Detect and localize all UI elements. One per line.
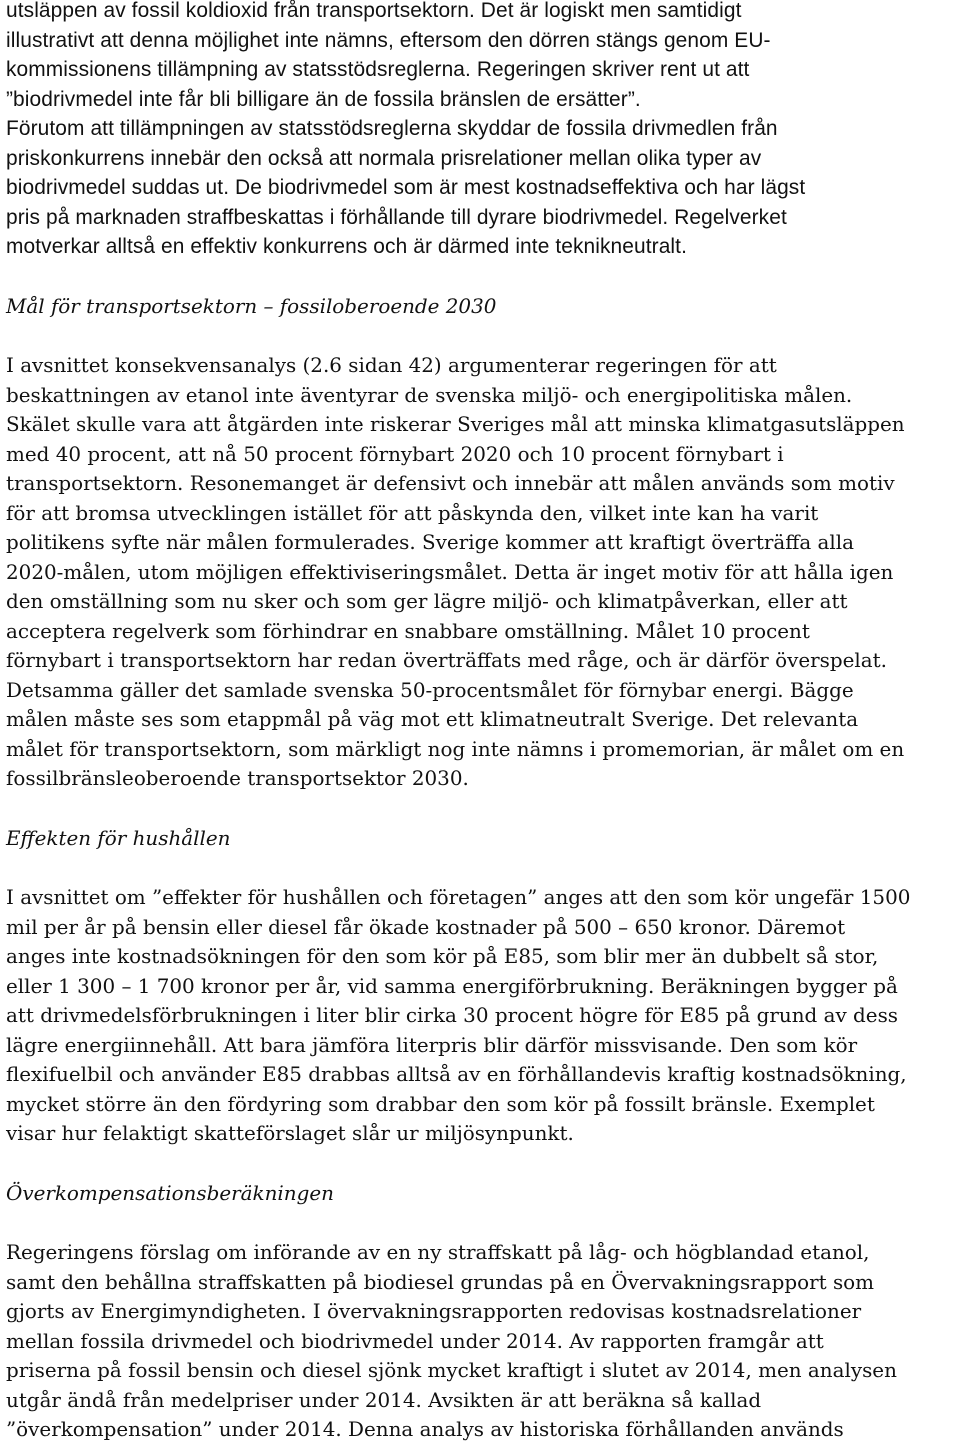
paragraph-households [6, 883, 958, 1149]
section-heading-households: Effekten för hushållen [6, 826, 231, 850]
paragraph-statsstod [6, 0, 958, 262]
section-heading-overcompensation: Överkompensationsberäkningen [6, 1181, 334, 1205]
text-line: att drivmedelsförbrukningen i liter blir cirka 30 procent högre för E85 på grund av dess [6, 1004, 899, 1027]
text-line: målet för transportsektorn, som märkligt nog inte nämns i promemorian, är målet om en [6, 737, 905, 761]
text-line: acceptera regelverk som förhindrar en snabbare omställning. Målet 10 procent [6, 619, 810, 643]
text-line: mellan fossila drivmedel och biodrivmedel under 2014. Av rapporten framgår att [6, 1329, 824, 1353]
paragraph-overcompensation [6, 1238, 958, 1445]
text-line: anges inte kostnadsökningen för den som kör på E85, som blir mer än dubbelt så stor, [6, 945, 879, 968]
text-line: utgår ändå från medelpriser under 2014. Avsikten är att beräkna så kallad [6, 1388, 762, 1412]
text-line: den omställning som nu sker och som ger lägre miljö- och klimatpåverkan, eller att [6, 590, 848, 613]
text-line: Förutom att tillämpningen av statsstödsreglerna skyddar de fossila drivmedlen från [6, 117, 778, 140]
text-line: samt den behållna straffskatten på biodiesel grundas på en Övervakningsrapport som [6, 1270, 875, 1294]
text-line: ”biodrivmedel inte får bli billigare än de fossila bränslen de ersätter”. [6, 87, 641, 111]
text-line: Skälet skulle vara att åtgärden inte riskerar Sveriges mål att minska klimatgasutsläppen [6, 413, 905, 436]
paragraph-konsekvensanalys [6, 351, 958, 794]
text-line: lägre energiinnehåll. Att bara jämföra literpris blir därför missvisande. Den som kör [6, 1033, 858, 1057]
text-line: biodrivmedel suddas ut. De biodrivmedel som är mest kostnadseffektiva och har lägst [6, 176, 806, 199]
text-line: Detsamma gäller det samlade svenska 50-procentsmålet för förnybar energi. Bägge [6, 678, 854, 702]
section-heading-transport-goals: Mål för transportsektorn – fossiloberoende 2030 [6, 294, 497, 318]
text-line: motverkar alltså en effektiv konkurrens och är därmed inte teknikneutralt. [6, 235, 687, 258]
text-line: 2020-målen, utom möjligen effektiviseringsmålet. Detta är inget motiv för att hålla igen [6, 560, 894, 584]
text-line: Regeringens förslag om införande av en ny straffskatt på låg- och högblandad etanol, [6, 1241, 870, 1264]
text-line: flexifuelbil och använder E85 drabbas alltså av en förhållandevis kraftig kostnadsökning, [6, 1063, 907, 1086]
text-line: ”överkompensation” under 2014. Denna analys av historiska förhållanden används [6, 1418, 844, 1441]
text-line: fossilbränsleoberoende transportsektor 2030. [6, 767, 469, 790]
text-line: målen måste ses som etappmål på väg mot ett klimatneutralt Sverige. Det relevanta [6, 708, 859, 731]
text-line: mycket större än den fördyring som drabbar den som kör på fossilt bränsle. Exemplet [6, 1092, 875, 1116]
text-line: med 40 procent, att nå 50 procent förnybart 2020 och 10 procent förnybart i [6, 442, 784, 466]
text-line: illustrativt att denna möjlighet inte nämns, eftersom den dörren stängs genom EU- [6, 28, 771, 52]
text-line: I avsnittet konsekvensanalys (2.6 sidan 42) argumenterar regeringen för att [6, 354, 777, 377]
document-page [6, 0, 958, 1445]
text-line: för att bromsa utvecklingen istället för att påskynda den, vilket inte kan ha varit [6, 501, 819, 525]
text-line: visar hur felaktigt skatteförslaget slår ur miljösynpunkt. [6, 1122, 574, 1145]
text-line: priskonkurrens innebär den också att normala prisrelationer mellan olika typer av [6, 146, 762, 170]
text-line: eller 1 300 – 1 700 kronor per år, vid samma energiförbrukning. Beräkningen bygger på [6, 974, 898, 998]
text-line: gjorts av Energimyndigheten. I övervakningsrapporten redovisas kostnadsrelationer [6, 1300, 862, 1323]
text-line: beskattningen av etanol inte äventyrar de svenska miljö- och energipolitiska målen. [6, 383, 853, 407]
text-line: mil per år på bensin eller diesel får ökade kostnader på 500 – 650 kronor. Däremot [6, 915, 846, 939]
text-line: politikens syfte när målen formulerades. Sverige kommer att kraftigt överträffa alla [6, 531, 855, 554]
text-line: förnybart i transportsektorn har redan överträffats med råge, och är därför överspelat. [6, 649, 887, 672]
text-line: pris på marknaden straffbeskattas i förhållande till dyrare biodrivmedel. Regelverket [6, 205, 787, 229]
text-line: priserna på fossil bensin och diesel sjönk mycket kraftigt i slutet av 2014, men analysen [6, 1359, 897, 1382]
text-line: transportsektorn. Resonemanget är defensivt och innebär att målen används som motiv [6, 472, 895, 495]
text-line: kommissionens tillämpning av statsstödsreglerna. Regeringen skriver rent ut att [6, 58, 750, 81]
text-line: utsläppen av fossil koldioxid från transportsektorn. Det är logiskt men samtidigt [6, 0, 742, 22]
text-line: I avsnittet om ”effekter för hushållen och företagen” anges att den som kör ungefär 1500 [6, 886, 911, 909]
